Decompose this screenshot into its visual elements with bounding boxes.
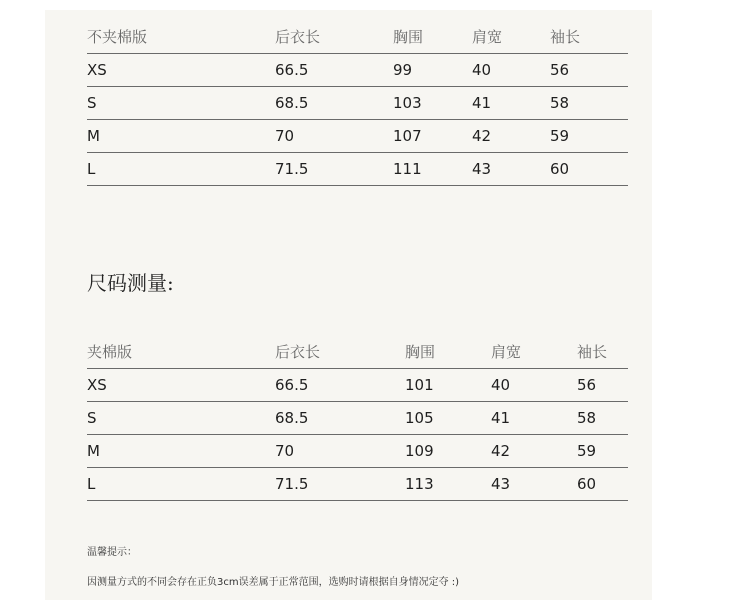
cell-back-length: 68.5 [275, 94, 309, 112]
cell-shoulder: 40 [472, 61, 492, 79]
header-chest: 胸围 [393, 28, 424, 46]
table-row [87, 87, 628, 120]
header-shoulder: 肩宽 [491, 343, 522, 361]
cell-shoulder: 42 [491, 442, 511, 460]
cell-sleeve: 56 [577, 376, 597, 394]
cell-sleeve: 58 [550, 94, 570, 112]
cell-sleeve: 58 [577, 409, 597, 427]
cell-shoulder: 40 [491, 376, 511, 394]
cell-back-length: 70 [275, 127, 295, 145]
table-row [87, 54, 628, 87]
table-row [87, 369, 628, 402]
header-chest: 胸围 [405, 343, 436, 361]
table-header-row [87, 336, 628, 369]
cell-chest: 101 [405, 376, 434, 394]
cell-size: S [87, 409, 97, 427]
cell-back-length: 70 [275, 442, 295, 460]
table-header-row [87, 21, 628, 54]
table-row [87, 468, 628, 501]
cell-back-length: 68.5 [275, 409, 309, 427]
size-table-padded [87, 336, 628, 501]
header-sleeve: 袖长 [577, 343, 608, 361]
table-row [87, 402, 628, 435]
cell-shoulder: 43 [491, 475, 511, 493]
section-title: 尺码测量: [87, 271, 174, 295]
cell-chest: 103 [393, 94, 422, 112]
cell-back-length: 66.5 [275, 61, 309, 79]
cell-sleeve: 56 [550, 61, 570, 79]
cell-shoulder: 41 [491, 409, 511, 427]
cell-chest: 107 [393, 127, 422, 145]
cell-size: M [87, 127, 100, 145]
table-row [87, 120, 628, 153]
header-version: 夹棉版 [87, 343, 133, 361]
cell-shoulder: 42 [472, 127, 492, 145]
header-version: 不夹棉版 [87, 28, 148, 46]
cell-chest: 99 [393, 61, 413, 79]
cell-back-length: 71.5 [275, 475, 309, 493]
cell-size: L [87, 475, 96, 493]
cell-sleeve: 60 [550, 160, 570, 178]
tip-text: 因测量方式的不同会存在正负3cm误差属于正常范围，选购时请根据自身情况定夺 :) [87, 577, 460, 588]
cell-size: XS [87, 376, 107, 394]
cell-chest: 105 [405, 409, 434, 427]
header-shoulder: 肩宽 [472, 28, 503, 46]
size-chart-panel [45, 10, 652, 600]
size-table-non-padded [87, 21, 628, 186]
cell-chest: 109 [405, 442, 434, 460]
header-sleeve: 袖长 [550, 28, 581, 46]
cell-shoulder: 43 [472, 160, 492, 178]
cell-sleeve: 60 [577, 475, 597, 493]
header-back-length: 后衣长 [275, 343, 321, 361]
cell-shoulder: 41 [472, 94, 492, 112]
cell-size: S [87, 94, 97, 112]
cell-back-length: 66.5 [275, 376, 309, 394]
cell-size: XS [87, 61, 107, 79]
cell-sleeve: 59 [550, 127, 570, 145]
tip-label: 温馨提示： [87, 547, 137, 558]
cell-sleeve: 59 [577, 442, 597, 460]
table-row [87, 435, 628, 468]
cell-back-length: 71.5 [275, 160, 309, 178]
cell-chest: 113 [405, 475, 434, 493]
cell-size: L [87, 160, 96, 178]
table-row [87, 153, 628, 186]
header-back-length: 后衣长 [275, 28, 321, 46]
cell-chest: 111 [393, 160, 422, 178]
cell-size: M [87, 442, 100, 460]
